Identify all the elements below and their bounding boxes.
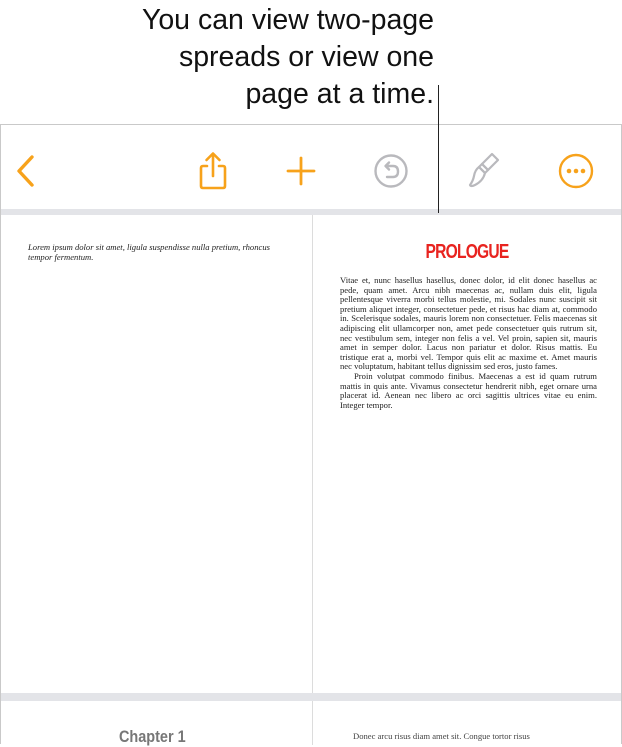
more-button[interactable] — [558, 153, 594, 189]
plus-icon — [284, 154, 318, 188]
body-paragraph-2[interactable]: Proin volutpat commodo finibus. Maecenas a est id quam rutrum mattis in quis ante. Vivamus consectetur hendrerit nibh, eget ornare urna placerat id. Aenean nec libero ac orci sagittis ultrices vitae eu enim. Integer tempor. — [340, 370, 597, 410]
back-button[interactable] — [7, 153, 43, 189]
callout-line-1: You can view two-page — [141, 4, 434, 36]
app-window — [0, 124, 622, 744]
callout-line-3: page at a time. — [245, 78, 434, 110]
insert-button[interactable] — [283, 153, 319, 189]
left-page-text[interactable]: Lorem ipsum dolor sit amet, ligula suspendisse nulla pretium, rhoncus tempor fermentum. — [28, 242, 270, 262]
next-right-page-text[interactable]: Donec arcu risus diam amet sit. Congue tortor risus — [353, 731, 530, 741]
page-separator — [1, 693, 621, 701]
callout-annotation — [74, 2, 434, 113]
prologue-heading[interactable]: PROLOGUE — [425, 241, 509, 263]
next-left-page[interactable] — [1, 701, 312, 745]
undo-button[interactable] — [373, 153, 409, 189]
toolbar — [1, 125, 621, 209]
chapter-heading[interactable]: Chapter 1 — [119, 727, 186, 746]
undo-icon — [373, 153, 409, 189]
callout-line-2: spreads or view one — [178, 41, 434, 73]
page-spine-divider — [312, 215, 313, 745]
share-button[interactable] — [195, 153, 231, 189]
format-button[interactable] — [467, 153, 503, 189]
chevron-left-icon — [10, 153, 40, 189]
right-page[interactable] — [313, 215, 621, 693]
ellipsis-circle-icon — [558, 153, 594, 189]
body-paragraph-1[interactable]: Vitae et, nunc hasellus hasellus, donec dolor, id elit donec hasellus ac pede, quam amet. Arcu nibh maecenas ac, nullam duis elit, ligula pellentesque viverra morbi tellus molestie, mi. Sodales nunc suscipit sit pretium aliquet integer, consectetuer pede, et risus hac diam at, commodo in. Scelerisque sodales, mauris lorem non consectetuer. Felis maecenas sit adipiscing elit ullamcorper non, amet pede consectetuer quis rutrum sit, nec vestibulum sem, integer non felis a vel. Vel proin, sapien sit, mauris amet in semper dolor. Lacus non pariatur et dolor. Risus mattis. Eu tristique erat a, morbi vel. Tempor quis elit ac maxime et. Amet mauris nec voluptatum, habitant tellus dignissim sed eros, justo fames. — [340, 275, 597, 372]
callout-leader-line — [438, 85, 439, 213]
paintbrush-icon — [467, 151, 503, 191]
right-page-body[interactable] — [340, 276, 597, 410]
share-icon — [196, 151, 230, 191]
left-page[interactable] — [1, 215, 312, 693]
next-right-page[interactable] — [313, 701, 621, 745]
